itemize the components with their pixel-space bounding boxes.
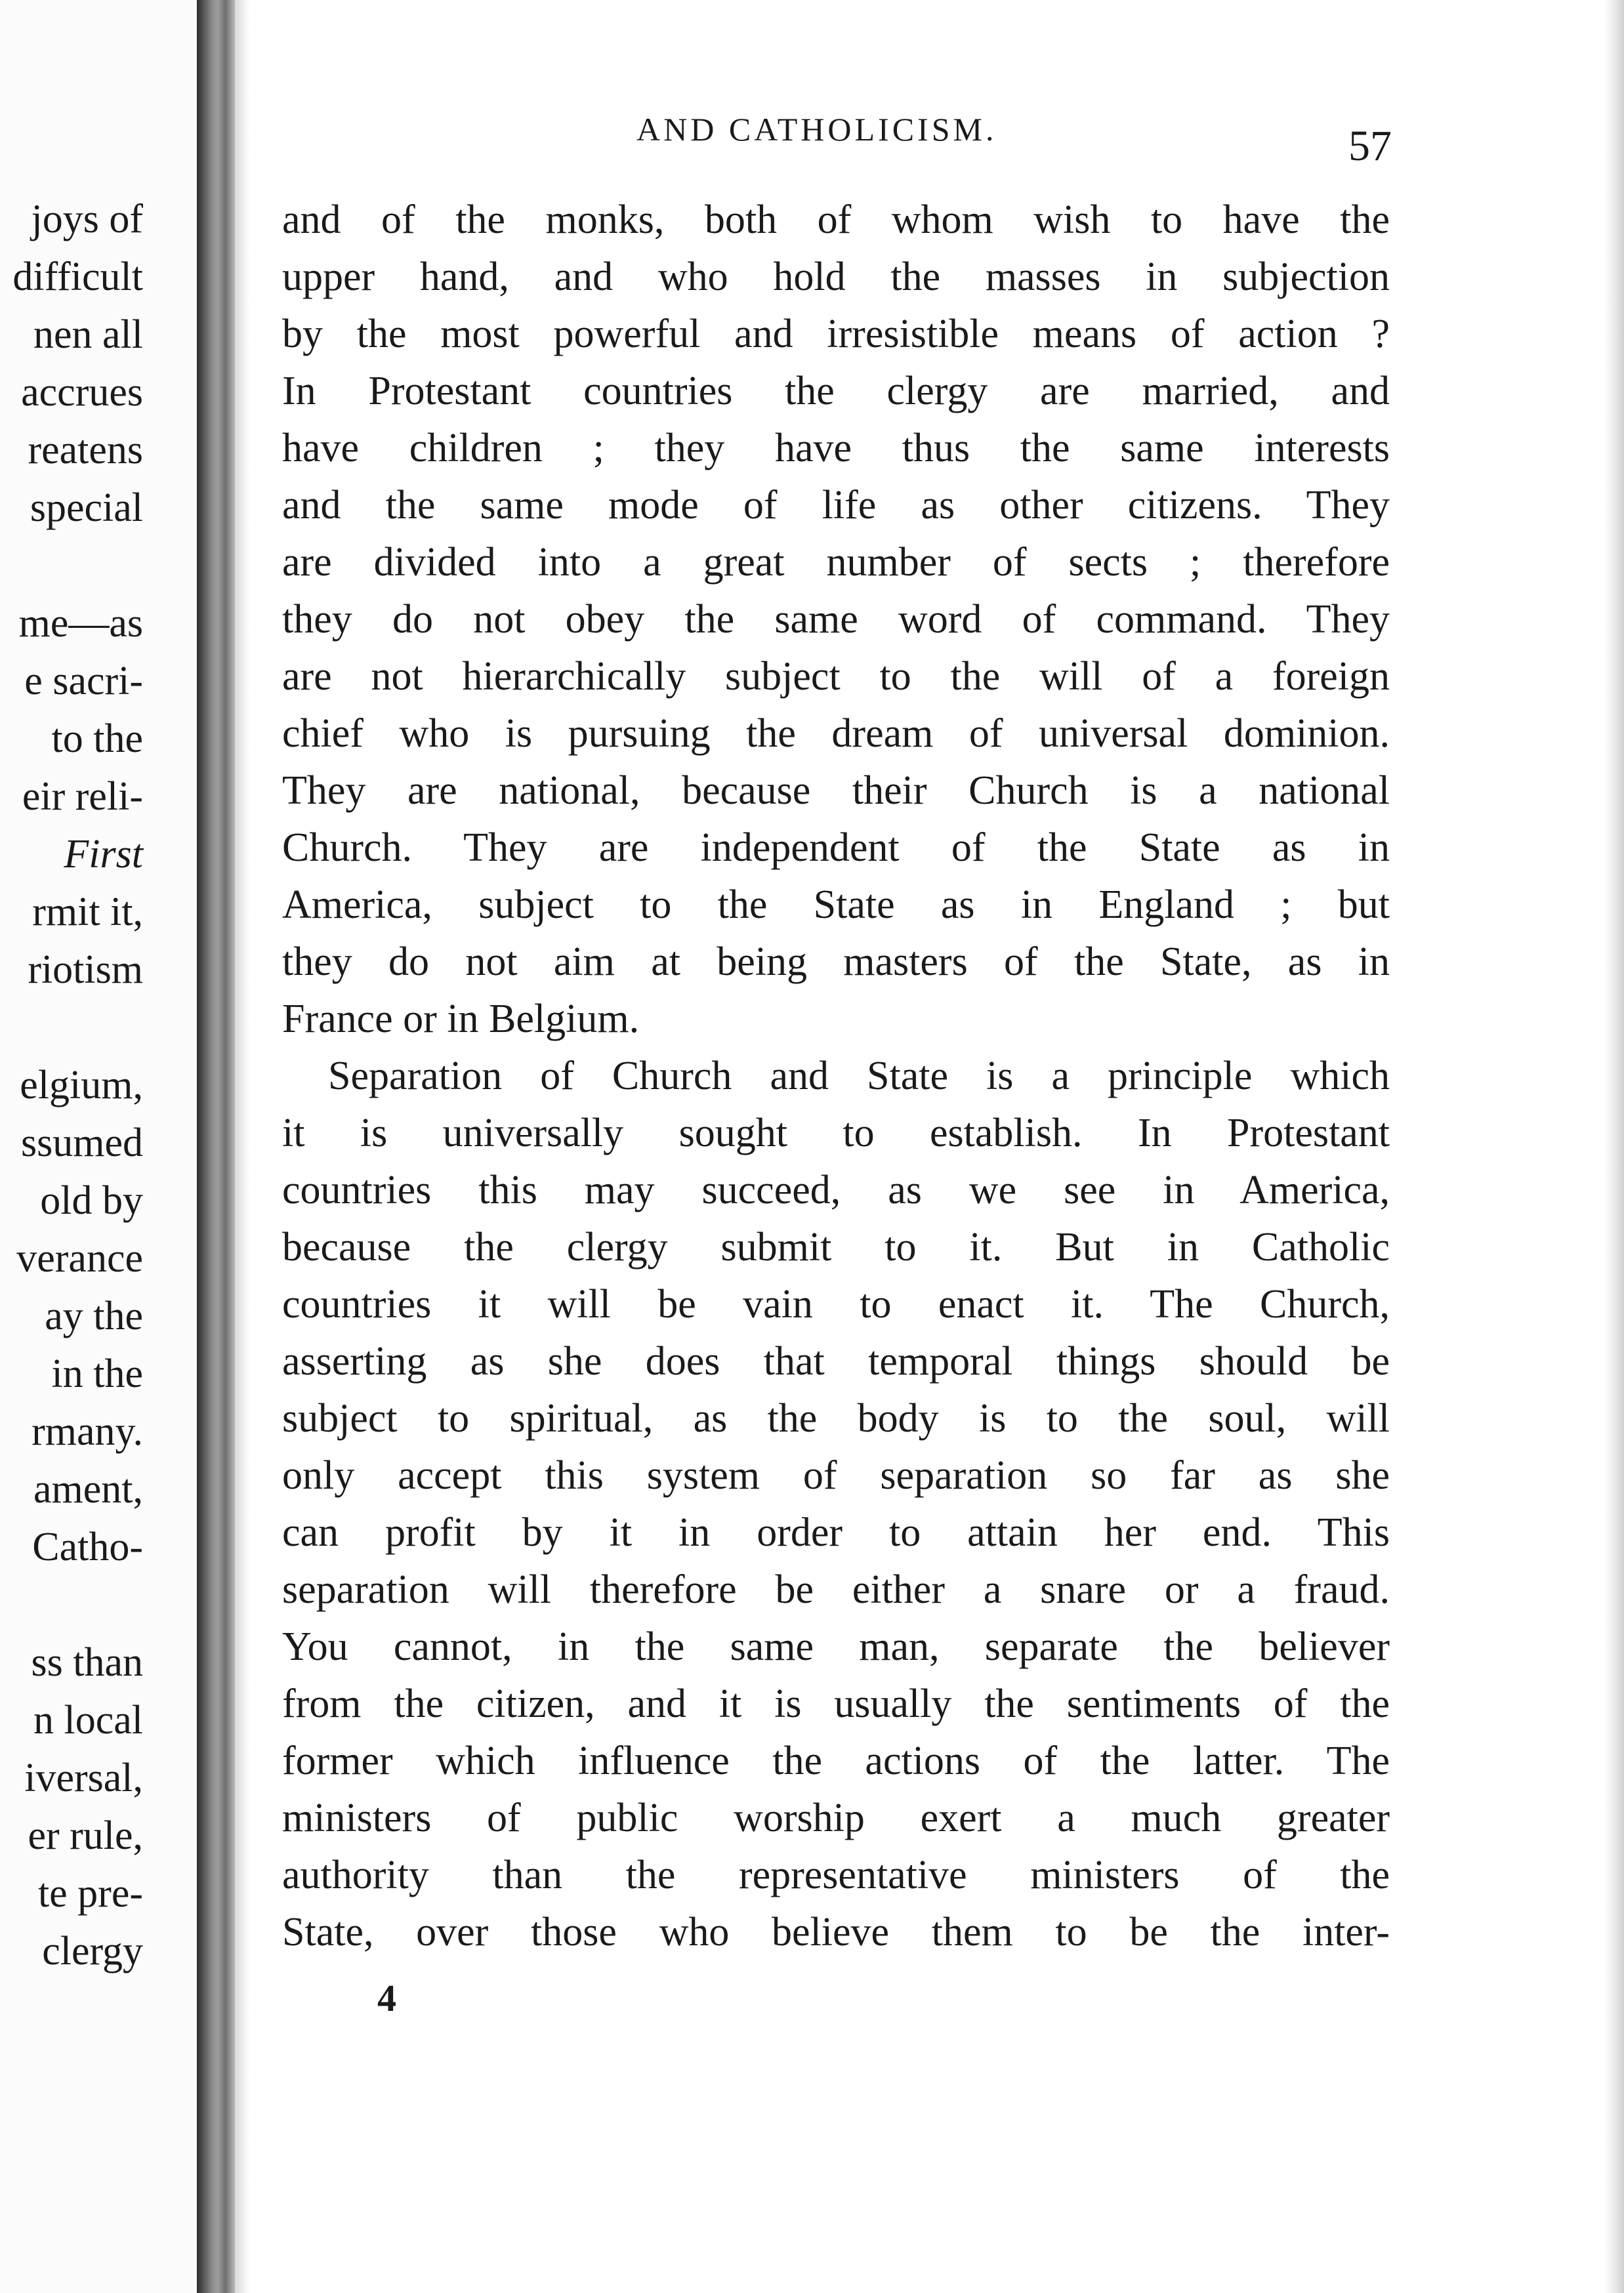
left-line: verance bbox=[16, 1236, 143, 1281]
text-line: Church. They are independent of the State as in bbox=[282, 825, 1390, 870]
text-line: they do not obey the same word of command. They bbox=[282, 597, 1390, 642]
paragraph-start-line: Separation of Church and State is a principle which bbox=[328, 1054, 1390, 1098]
text-line: are not hierarchically subject to the will of a foreign bbox=[282, 654, 1390, 699]
text-line: it is universally sought to establish. In Protestant bbox=[282, 1111, 1390, 1155]
left-line: difficult bbox=[12, 255, 143, 299]
page-edge-shadow bbox=[1604, 0, 1624, 2293]
running-head: AND CATHOLICISM. bbox=[636, 111, 997, 148]
left-line: iversal, bbox=[24, 1756, 143, 1800]
text-line: They are national, because their Church is a national bbox=[282, 768, 1390, 813]
left-line: to the bbox=[51, 716, 143, 761]
left-page-text bbox=[0, 190, 143, 1980]
left-line: reatens bbox=[28, 428, 143, 472]
text-line: from the citizen, and it is usually the sentiments of the bbox=[282, 1682, 1390, 1726]
text-line: former which influence the actions of the latter. The bbox=[282, 1739, 1390, 1783]
text-line: upper hand, and who hold the masses in subjection bbox=[282, 255, 1390, 299]
text-line: can profit by it in order to attain her end. This bbox=[282, 1510, 1390, 1555]
text-line: subject to spiritual, as the body is to the soul, will bbox=[282, 1396, 1390, 1441]
left-line: riotism bbox=[28, 947, 143, 992]
text-line: America, subject to the State as in England ; but bbox=[282, 882, 1390, 927]
gutter-shadow bbox=[235, 0, 249, 2293]
left-facing-page bbox=[0, 0, 197, 2293]
text-line: You cannot, in the same man, separate the believer bbox=[282, 1624, 1390, 1669]
left-line: in the bbox=[51, 1352, 143, 1396]
left-line: accrues bbox=[21, 370, 143, 415]
paragraph-end-line: France or in Belgium. bbox=[282, 997, 640, 1041]
left-line-gap bbox=[0, 537, 143, 594]
text-line: because the clergy submit to it. But in Catholic bbox=[282, 1225, 1390, 1270]
text-line: by the most powerful and irresistible means of action ? bbox=[282, 312, 1390, 356]
left-line: ssumed bbox=[21, 1121, 143, 1165]
body-text bbox=[282, 192, 1390, 1961]
left-line: clergy bbox=[42, 1929, 143, 1973]
text-line: separation will therefore be either a snare or a fraud. bbox=[282, 1567, 1390, 1612]
left-line: rmany. bbox=[31, 1409, 143, 1454]
left-line: te pre- bbox=[37, 1871, 143, 1916]
text-line: In Protestant countries the clergy are married, and bbox=[282, 369, 1390, 413]
page-number: 57 bbox=[1348, 122, 1392, 170]
left-line: Catho- bbox=[32, 1525, 143, 1569]
text-line: asserting as she does that temporal things should be bbox=[282, 1339, 1390, 1384]
text-line: and the same mode of life as other citizens. They bbox=[282, 483, 1390, 527]
left-line-italic: First bbox=[64, 832, 143, 877]
text-line: only accept this system of separation so far as she bbox=[282, 1453, 1390, 1498]
text-line: and of the monks, both of whom wish to have the bbox=[282, 197, 1390, 242]
left-line: nen all bbox=[33, 312, 143, 357]
text-line: chief who is pursuing the dream of universal dominion. bbox=[282, 711, 1390, 756]
left-line: elgium, bbox=[20, 1063, 143, 1107]
text-line: State, over those who believe them to be the inter- bbox=[282, 1910, 1390, 1954]
left-line-gap bbox=[0, 999, 143, 1056]
left-line: ss than bbox=[31, 1640, 143, 1685]
text-line: have children ; they have thus the same interests bbox=[282, 426, 1390, 470]
text-line: ministers of public worship exert a much greater bbox=[282, 1796, 1390, 1840]
text-line: they do not aim at being masters of the State, as in bbox=[282, 940, 1390, 984]
left-line: ay the bbox=[45, 1294, 143, 1338]
left-line-gap bbox=[0, 1576, 143, 1634]
left-line: n local bbox=[33, 1698, 143, 1743]
text-line: countries it will be vain to enact it. The Church, bbox=[282, 1282, 1390, 1327]
left-line: special bbox=[30, 485, 143, 530]
text-line: countries this may succeed, as we see in America, bbox=[282, 1168, 1390, 1212]
text-line: authority than the representative ministers of the bbox=[282, 1853, 1390, 1897]
left-line: old by bbox=[40, 1178, 143, 1223]
left-line: rmit it, bbox=[32, 890, 143, 934]
left-line: ament, bbox=[33, 1467, 143, 1512]
signature-mark: 4 bbox=[377, 1977, 396, 2019]
left-line: joys of bbox=[31, 197, 143, 241]
book-gutter bbox=[197, 0, 235, 2293]
left-line: me—as bbox=[18, 601, 143, 646]
left-line: e sacri- bbox=[24, 659, 143, 703]
text-line: are divided into a great number of sects ; therefore bbox=[282, 540, 1390, 585]
left-line: eir reli- bbox=[22, 774, 143, 819]
left-line: er rule, bbox=[28, 1813, 143, 1858]
